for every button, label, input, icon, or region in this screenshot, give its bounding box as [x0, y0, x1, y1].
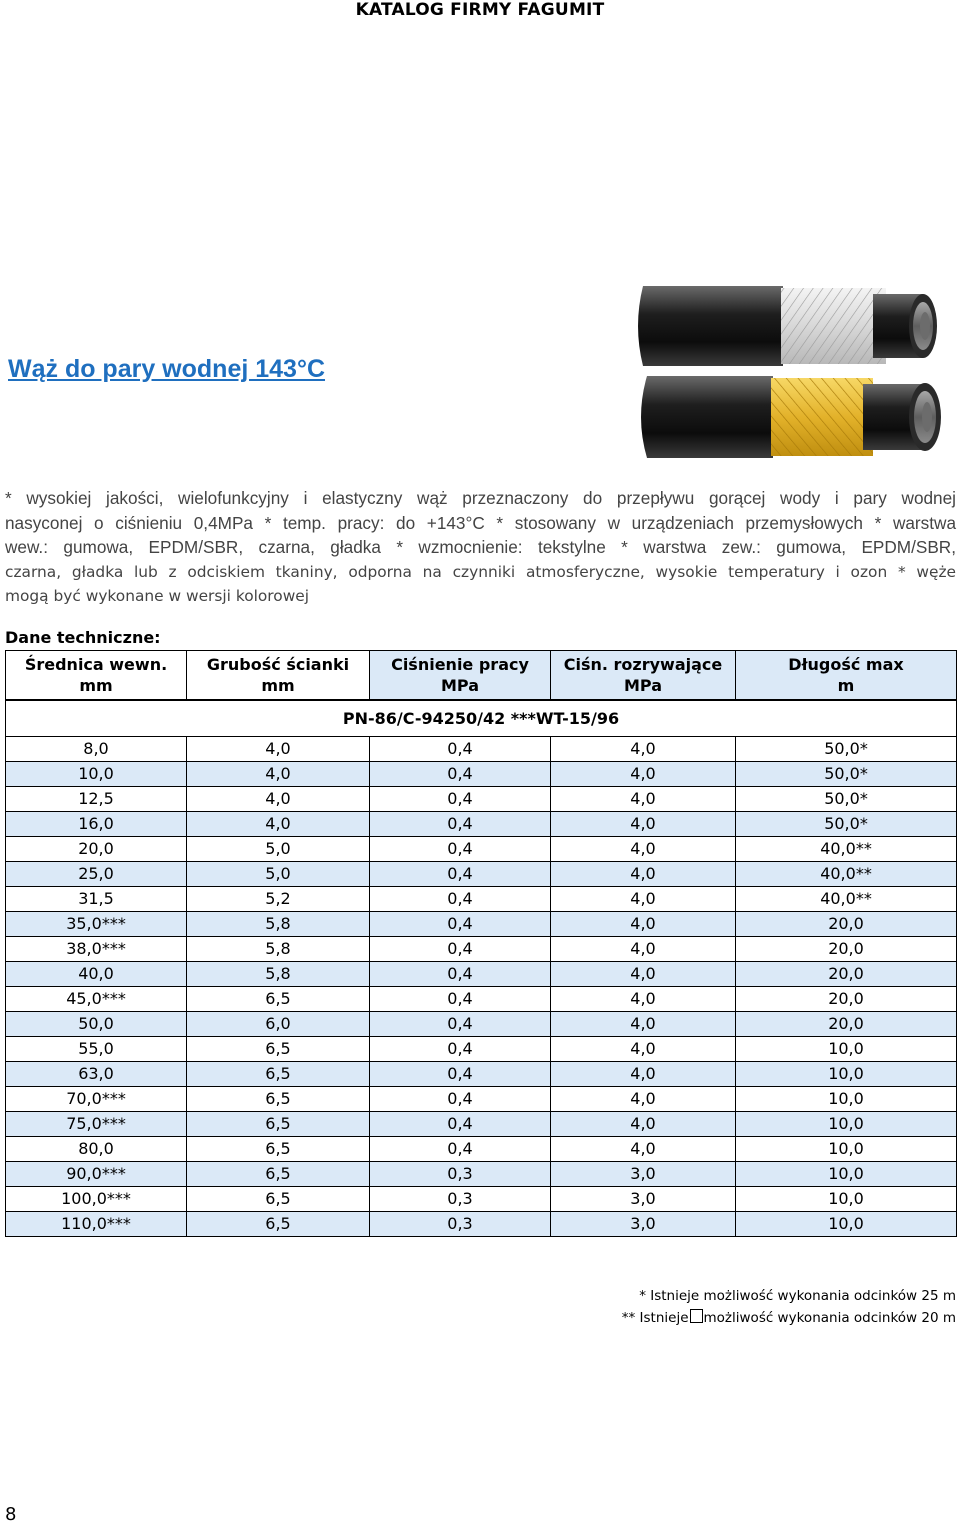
cell-diameter: 80,0 [6, 1137, 187, 1162]
cell-wall-thickness: 4,0 [187, 812, 370, 837]
column-header-unit: mm [79, 676, 113, 695]
cell-diameter: 10,0 [6, 762, 187, 787]
cell-diameter: 40,0 [6, 962, 187, 987]
cell-working-pressure: 0,4 [370, 837, 551, 862]
cell-burst-pressure: 4,0 [551, 987, 736, 1012]
cell-wall-thickness: 6,5 [187, 1112, 370, 1137]
cell-wall-thickness: 5,0 [187, 862, 370, 887]
table-header-row [6, 651, 957, 701]
cell-working-pressure: 0,4 [370, 937, 551, 962]
table-row [6, 987, 957, 1012]
column-header-label: Długość max [788, 655, 904, 674]
column-header-label: Ciśn. rozrywające [563, 655, 723, 674]
cell-diameter: 20,0 [6, 837, 187, 862]
table-row [6, 912, 957, 937]
table-row [6, 862, 957, 887]
table-row [6, 962, 957, 987]
cell-diameter: 35,0*** [6, 912, 187, 937]
table-row [6, 1062, 957, 1087]
cell-max-length: 20,0 [736, 962, 957, 987]
cell-wall-thickness: 6,5 [187, 987, 370, 1012]
cell-wall-thickness: 5,2 [187, 887, 370, 912]
cell-working-pressure: 0,4 [370, 1137, 551, 1162]
column-header-max-length [736, 651, 957, 701]
cell-diameter: 110,0*** [6, 1212, 187, 1237]
cell-diameter: 45,0*** [6, 987, 187, 1012]
cell-working-pressure: 0,4 [370, 862, 551, 887]
cell-max-length: 20,0 [736, 912, 957, 937]
table-row [6, 1037, 957, 1062]
technical-data-label: Dane techniczne: [5, 628, 161, 647]
cell-working-pressure: 0,4 [370, 1112, 551, 1137]
cell-working-pressure: 0,4 [370, 1012, 551, 1037]
cell-max-length: 10,0 [736, 1062, 957, 1087]
cell-max-length: 10,0 [736, 1087, 957, 1112]
table-row [6, 812, 957, 837]
cell-max-length: 40,0** [736, 837, 957, 862]
cell-diameter: 70,0*** [6, 1087, 187, 1112]
footnote-2 [622, 1307, 956, 1329]
cell-diameter: 55,0 [6, 1037, 187, 1062]
cell-max-length: 50,0* [736, 787, 957, 812]
column-header-unit: mm [261, 676, 295, 695]
cell-max-length: 50,0* [736, 737, 957, 762]
table-row [6, 1087, 957, 1112]
cell-wall-thickness: 6,0 [187, 1012, 370, 1037]
cell-working-pressure: 0,4 [370, 887, 551, 912]
cell-working-pressure: 0,4 [370, 962, 551, 987]
table-row [6, 1212, 957, 1237]
cell-max-length: 10,0 [736, 1137, 957, 1162]
description-line: czarna, gładka lub z odciskiem tkaniny, odporna na czynniki atmosferyczne, wysokie temperatury i ozon * węże [5, 562, 956, 581]
table-row [6, 762, 957, 787]
cell-burst-pressure: 4,0 [551, 937, 736, 962]
norm-row [6, 700, 957, 737]
cell-working-pressure: 0,4 [370, 812, 551, 837]
column-header-label: Średnica wewn. [24, 655, 168, 674]
cell-burst-pressure: 4,0 [551, 1062, 736, 1087]
cell-wall-thickness: 5,8 [187, 912, 370, 937]
cell-diameter: 75,0*** [6, 1112, 187, 1137]
column-header-unit: MPa [440, 676, 479, 695]
cell-diameter: 63,0 [6, 1062, 187, 1087]
cell-wall-thickness: 4,0 [187, 787, 370, 812]
cell-wall-thickness: 4,0 [187, 737, 370, 762]
cell-working-pressure: 0,4 [370, 1062, 551, 1087]
cell-burst-pressure: 4,0 [551, 962, 736, 987]
column-header-unit: MPa [623, 676, 662, 695]
cell-working-pressure: 0,4 [370, 1037, 551, 1062]
cell-burst-pressure: 4,0 [551, 862, 736, 887]
cell-working-pressure: 0,3 [370, 1187, 551, 1212]
column-header-working-pressure [370, 651, 551, 701]
cell-diameter: 50,0 [6, 1012, 187, 1037]
cell-burst-pressure: 4,0 [551, 1012, 736, 1037]
cell-burst-pressure: 4,0 [551, 762, 736, 787]
catalog-header: KATALOG FIRMY FAGUMIT [355, 0, 605, 20]
description-line: mogą być wykonane w wersji kolorowej [5, 587, 310, 605]
cell-wall-thickness: 4,0 [187, 762, 370, 787]
cell-wall-thickness: 5,8 [187, 937, 370, 962]
column-header-unit: m [837, 676, 855, 695]
cell-diameter: 38,0*** [6, 937, 187, 962]
cell-burst-pressure: 3,0 [551, 1212, 736, 1237]
cell-max-length: 10,0 [736, 1037, 957, 1062]
cell-diameter: 8,0 [6, 737, 187, 762]
cell-burst-pressure: 4,0 [551, 1087, 736, 1112]
cell-wall-thickness: 6,5 [187, 1187, 370, 1212]
column-header-label: Grubość ścianki [206, 655, 350, 674]
missing-glyph-box-icon [690, 1309, 703, 1323]
cell-wall-thickness: 6,5 [187, 1212, 370, 1237]
cell-wall-thickness: 5,8 [187, 962, 370, 987]
cell-wall-thickness: 5,0 [187, 837, 370, 862]
column-header-wall-thickness [187, 651, 370, 701]
cell-burst-pressure: 4,0 [551, 812, 736, 837]
cell-max-length: 10,0 [736, 1162, 957, 1187]
cell-burst-pressure: 3,0 [551, 1162, 736, 1187]
table-row [6, 887, 957, 912]
footnote-1: * Istnieje możliwość wykonania odcinków 25 m [639, 1288, 956, 1304]
cell-burst-pressure: 3,0 [551, 1187, 736, 1212]
page-number: 8 [5, 1504, 17, 1525]
cell-diameter: 16,0 [6, 812, 187, 837]
cell-max-length: 20,0 [736, 937, 957, 962]
cell-max-length: 10,0 [736, 1212, 957, 1237]
hose-cutaway-icon [633, 280, 951, 464]
table-row [6, 1187, 957, 1212]
product-description [5, 486, 956, 609]
cell-diameter: 12,5 [6, 787, 187, 812]
cell-diameter: 31,5 [6, 887, 187, 912]
cell-diameter: 100,0*** [6, 1187, 187, 1212]
cell-max-length: 10,0 [736, 1187, 957, 1212]
table-row [6, 1137, 957, 1162]
cell-wall-thickness: 6,5 [187, 1062, 370, 1087]
norm-cell: PN-86/C-94250/42 ***WT-15/96 [6, 700, 957, 737]
cell-diameter: 90,0*** [6, 1162, 187, 1187]
table-row [6, 1162, 957, 1187]
cell-burst-pressure: 4,0 [551, 787, 736, 812]
cell-wall-thickness: 6,5 [187, 1137, 370, 1162]
cell-burst-pressure: 4,0 [551, 837, 736, 862]
cell-working-pressure: 0,4 [370, 1087, 551, 1112]
cell-burst-pressure: 4,0 [551, 912, 736, 937]
description-line: * wysokiej jakości, wielofunkcyjny i elastyczny wąż przeznaczony do przepływu gorącej wody i pary wodnej [5, 488, 956, 508]
cell-burst-pressure: 4,0 [551, 1112, 736, 1137]
table-row [6, 937, 957, 962]
cell-working-pressure: 0,4 [370, 787, 551, 812]
description-line: nasyconej o ciśnieniu 0,4MPa * temp. pracy: do +143°C * stosowany w urządzeniach przemysłowych * warstwa [5, 512, 956, 533]
table-row [6, 837, 957, 862]
column-header-label: Ciśnienie pracy [391, 655, 529, 674]
column-header-diameter [6, 651, 187, 701]
cell-max-length: 20,0 [736, 987, 957, 1012]
cell-wall-thickness: 6,5 [187, 1087, 370, 1112]
spec-table [5, 650, 957, 1237]
cell-working-pressure: 0,4 [370, 762, 551, 787]
cell-wall-thickness: 6,5 [187, 1162, 370, 1187]
cell-wall-thickness: 6,5 [187, 1037, 370, 1062]
cell-burst-pressure: 4,0 [551, 1037, 736, 1062]
cell-burst-pressure: 4,0 [551, 887, 736, 912]
cell-max-length: 40,0** [736, 862, 957, 887]
cell-max-length: 10,0 [736, 1112, 957, 1137]
table-row [6, 1012, 957, 1037]
column-header-burst-pressure [551, 651, 736, 701]
cell-working-pressure: 0,4 [370, 987, 551, 1012]
table-row [6, 737, 957, 762]
cell-working-pressure: 0,3 [370, 1212, 551, 1237]
cell-max-length: 50,0* [736, 812, 957, 837]
footnote-2-prefix: ** Istnieje [621, 1310, 689, 1326]
cell-max-length: 50,0* [736, 762, 957, 787]
product-title: Wąż do pary wodnej 143°C [8, 355, 326, 383]
cell-max-length: 40,0** [736, 887, 957, 912]
cell-burst-pressure: 4,0 [551, 737, 736, 762]
table-row [6, 787, 957, 812]
cell-burst-pressure: 4,0 [551, 1137, 736, 1162]
footnotes [622, 1285, 956, 1329]
cell-max-length: 20,0 [736, 1012, 957, 1037]
cell-diameter: 25,0 [6, 862, 187, 887]
footnote-2-suffix: możliwość wykonania odcinków 20 m [703, 1310, 956, 1326]
cell-working-pressure: 0,4 [370, 737, 551, 762]
description-line: wew.: gumowa, EPDM/SBR, czarna, gładka * wzmocnienie: tekstylne * warstwa zew.: gumowa, EPDM/SBR, [5, 537, 956, 557]
cell-working-pressure: 0,4 [370, 912, 551, 937]
table-row [6, 1112, 957, 1137]
cell-working-pressure: 0,3 [370, 1162, 551, 1187]
